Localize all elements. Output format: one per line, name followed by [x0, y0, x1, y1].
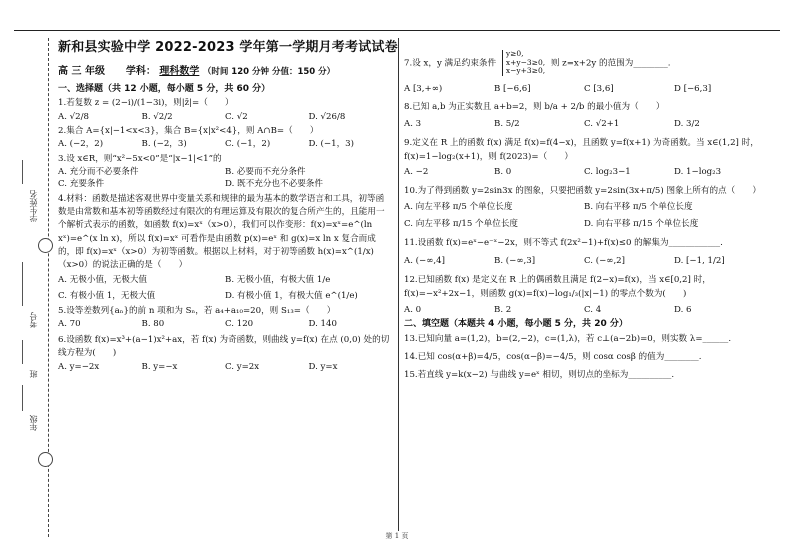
option-b: B. 80	[141, 319, 165, 330]
section-choice-heading: 一、选择题（共 12 小题，每小题 5 分，共 60 分）	[58, 83, 271, 94]
option-d: D. √26/8	[308, 111, 346, 122]
question-6: 6.设函数 f(x)=x³+(a−1)x²+ax，若 f(x) 为奇函数，则曲线 y=f(x) 在点 (0,0) 处的切线方程为( )	[58, 334, 390, 358]
name-blank-line	[22, 160, 23, 184]
top-rule	[14, 30, 780, 31]
option-d: D. 3/2	[674, 118, 700, 129]
option-a: A. (−2，2)	[58, 139, 104, 150]
option-a: A. −2	[404, 167, 429, 178]
option-d: D. 6	[674, 304, 692, 315]
option-d: D. 140	[308, 319, 337, 330]
option-c: C. √2+1	[584, 118, 620, 129]
question-5-options	[58, 319, 392, 329]
question-4-options	[58, 275, 392, 301]
option-b: B. √2/2	[141, 111, 173, 122]
q7-constraint: x−y+3≥0,	[505, 66, 546, 76]
section-fill-heading: 二、填空题（本题共 4 小题，每小题 5 分，共 20 分）	[404, 319, 628, 329]
option-b: B. 向右平移 π/5 个单位长度	[584, 201, 693, 212]
binding-hole-bottom	[38, 452, 53, 467]
question-9: 9.定义在 R 上的函数 f(x) 满足 f(x)=f(4−x)，且函数 y=f(x+1) 为奇函数。当 x∈(1,2] 时，f(x)=1−log₂(x+1)，则 f(2023)=（ ）	[404, 137, 759, 162]
question-8: 8.已知 a,b 为正实数且 a+b=2，则 b/a + 2/b 的最小值为（ ）	[404, 102, 665, 113]
question-13: 13.已知向量 a=(1,2)，b=(2,−2)，c=(1,λ)，若 c⊥(a−2b)=0，则实数 λ=______.	[404, 333, 732, 344]
option-a: A. 3	[404, 118, 422, 129]
class-blank-line	[22, 340, 23, 364]
question-8-options	[404, 119, 764, 129]
exam-id-label: 考号	[29, 312, 38, 328]
question-15: 15.若直线 y=k(x−2) 与曲线 y=eˣ 相切，则切点的坐标为__________.	[404, 370, 675, 381]
option-d: D. y=x	[308, 362, 338, 373]
student-name-label: 学生姓名	[29, 190, 38, 222]
question-4: 4.材料：函数是描述客观世界中变量关系和规律的最为基本的数学语言和工具，初等函数是由常数和基本初等函数经过有限次的有理运算及有限次的复合所产生的，且能用一个解析式表示的函数，如函数 f(x)=xˣ（x>0），我们可以作变形：f(x)=xˣ=e^(ln xˣ)=e^(x ln x)，所以 f(x)=xˣ 可看作是由函数 p(x)=eˣ 和 g(x)=x ln x 复合而成的，即 f(x)=xˣ（x>0）为初等函数。根据以上材料，对于初等函数 h(x)=x^(1/x)（x>0）的说法正确的是（ ）	[58, 193, 385, 271]
option-b: B. 5/2	[494, 118, 520, 129]
question-7	[404, 50, 764, 76]
column-divider	[398, 38, 399, 531]
question-2: 2.集合 A={x|−1<x<3}，集合 B={x|x²<4}，则 A∩B=（ ）	[58, 126, 319, 137]
grade-text: 高 三 年级	[58, 65, 105, 77]
option-a: A. y=−2x	[58, 362, 100, 373]
option-d: D. 既不充分也不必要条件	[225, 179, 323, 190]
grade-subject-line	[58, 66, 392, 78]
id-blank-line	[22, 262, 23, 306]
option-a: A. 无极小值，无极大值	[58, 275, 148, 286]
question-11-options	[404, 256, 764, 266]
q7-prefix: 7.设 x，y 满足约束条件	[404, 58, 497, 69]
option-b: B. y=−x	[141, 362, 178, 373]
class-label: 班	[29, 370, 38, 378]
question-10: 10.为了得到函数 y=2sin3x 的图象，只要把函数 y=2sin(3x+π/5) 图象上所有的点（ ）	[404, 185, 762, 196]
option-a: A. (−∞,4]	[404, 255, 445, 266]
q7-constraint: y≥0,	[505, 49, 524, 58]
option-b: B. 0	[494, 167, 512, 178]
exam-title: 新和县实验中学 2022-2023 学年第一学期月考考试试卷	[58, 40, 398, 55]
option-c: C. √2	[225, 111, 248, 122]
option-a: A [3,+∞)	[404, 83, 443, 94]
question-3-options	[58, 167, 392, 190]
question-10-options	[404, 202, 764, 230]
q7-constraint: x+y−3≥0,	[505, 57, 546, 67]
option-c: C. (−∞,2]	[584, 255, 625, 266]
question-12-options	[404, 305, 764, 315]
time-score: （时间 120 分钟 分值：150 分）	[202, 66, 336, 77]
left-column	[58, 38, 398, 377]
question-2-options	[58, 139, 392, 149]
question-5: 5.设等差数列{aₙ}的前 n 项和为 Sₙ，若 a₄+a₁₀=20，则 S₁₃=（ ）	[58, 306, 336, 317]
option-a: A. 充分而不必要条件	[58, 166, 139, 177]
option-a: A. 70	[58, 319, 81, 330]
option-b: B. (−∞,3]	[494, 255, 536, 266]
option-c: C. 充要条件	[58, 179, 105, 190]
option-d: D. 1−log₂3	[674, 167, 722, 178]
option-b: B [−6,6]	[494, 83, 531, 94]
option-a: A. 0	[404, 304, 422, 315]
right-column	[404, 50, 764, 384]
binding-hole-top	[38, 238, 53, 253]
option-c: C. 有极小值 1，无极大值	[58, 290, 156, 301]
question-6-options	[58, 362, 392, 372]
grade-label: 年级	[29, 415, 38, 431]
option-b: B. 无极小值，有极大值 1/e	[225, 275, 331, 286]
option-c: C [3,6]	[584, 83, 614, 94]
option-c: C. (−1，2)	[225, 139, 271, 150]
option-d: D. (−1，3)	[308, 139, 354, 150]
option-d: D. 有极小值 1，有极大值 e^(1/e)	[225, 290, 358, 301]
grade-blank-line	[22, 385, 23, 411]
option-d: D [−6,3]	[674, 83, 712, 94]
option-c: C. 4	[584, 304, 602, 315]
option-b: B. 2	[494, 304, 512, 315]
option-a: A. 向左平移 π/5 个单位长度	[404, 201, 513, 212]
question-14: 14.已知 cos(α+β)=4/5，cos(α−β)=−4/5，则 cosα cosβ 的值为________.	[404, 352, 702, 363]
question-9-options	[404, 167, 764, 177]
q7-suffix: 则 z=x+2y 的范围为________.	[550, 58, 671, 69]
option-b: B. (−2，3)	[141, 139, 187, 150]
question-12: 12.已知函数 f(x) 是定义在 R 上的偶函数且满足 f(2−x)=f(x)，当 x∈[0,2] 时，f(x)=−x²+2x−1，则函数 g(x)=f(x)−log₁/₃(|x|−1) 的零点个数为( )	[404, 275, 711, 299]
option-c: C. log₂3−1	[584, 167, 631, 178]
option-b: B. 必要而不充分条件	[225, 166, 306, 177]
question-1-options	[58, 112, 392, 122]
q7-constraint-system	[502, 50, 545, 76]
question-11: 11.设函数 f(x)=eˣ−e⁻ˣ−2x，则不等式 f(2x²−1)+f(x)≤0 的解集为____________.	[404, 237, 723, 248]
option-a: A. √2/8	[58, 111, 89, 122]
option-c: C. 120	[225, 319, 254, 330]
option-c: C. 向左平移 π/15 个单位长度	[404, 219, 519, 230]
question-7-options	[404, 84, 764, 94]
option-d: D. [−1, 1/2]	[674, 255, 725, 266]
question-3: 3.设 x∈R，则“x²−5x<0”是“|x−1|<1”的	[58, 153, 222, 164]
option-c: C. y=2x	[225, 362, 260, 373]
subject-label: 学科：	[125, 65, 156, 77]
option-d: D. 向右平移 π/15 个单位长度	[584, 219, 699, 230]
question-1: 1.若复数 z = (2−i)/(1−3i)，则|z̄|=（ ）	[58, 98, 234, 109]
page-number: 第 1 页	[385, 532, 409, 540]
subject-value: 理科数学	[159, 65, 200, 77]
